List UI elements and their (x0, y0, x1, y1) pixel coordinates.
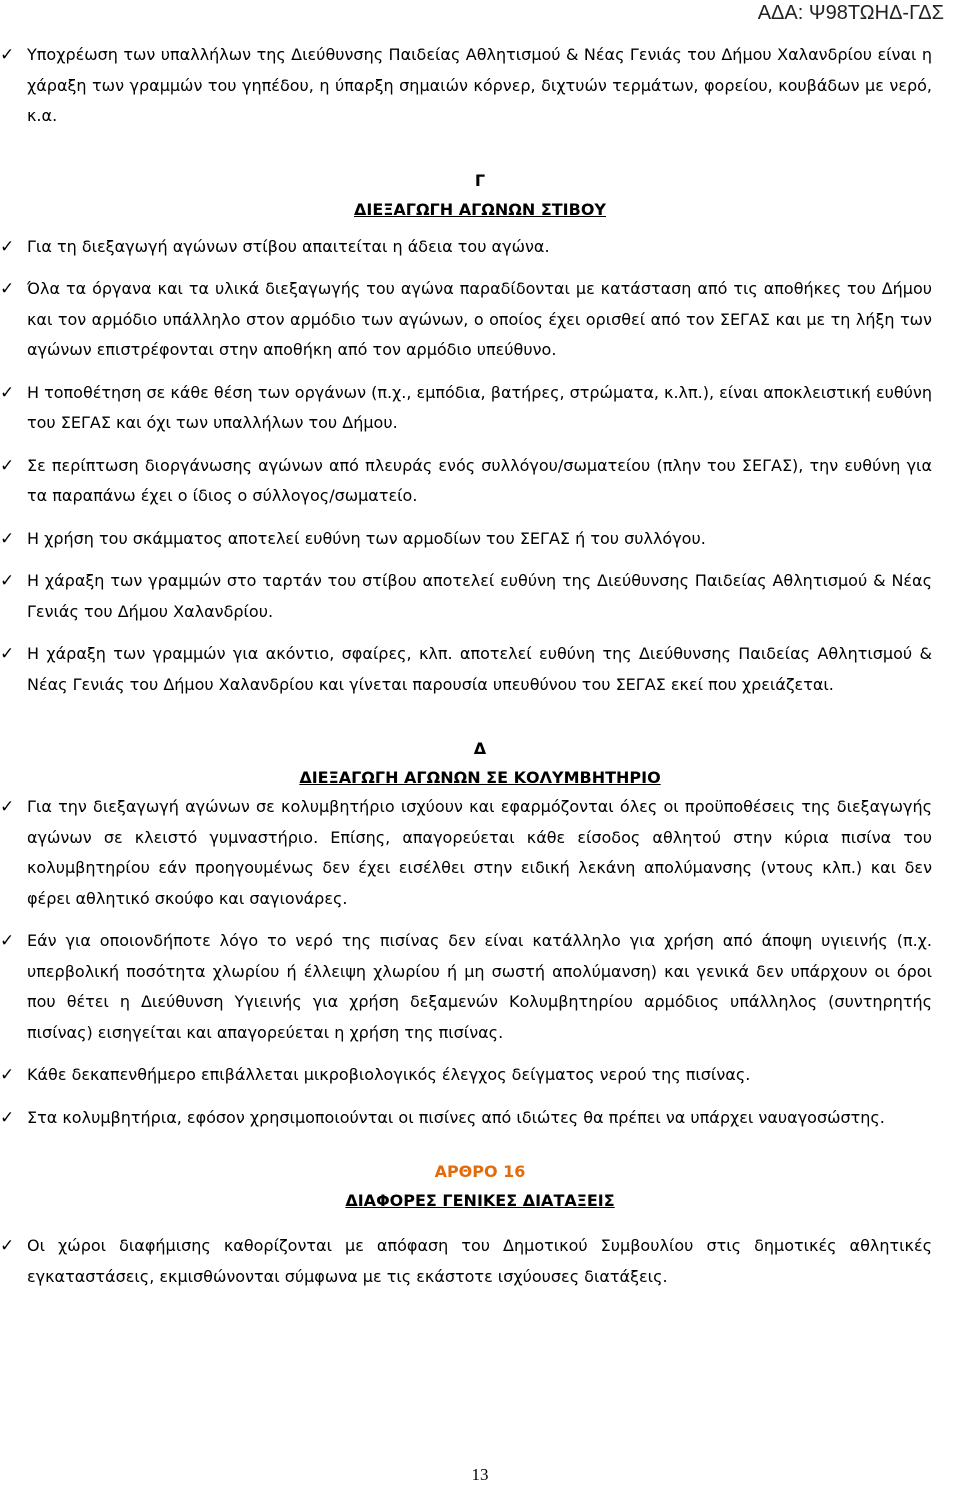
checkmark-icon: ✓ (0, 236, 15, 257)
section-letter-d: Δ (473, 739, 487, 758)
checkmark-icon: ✓ (0, 382, 15, 403)
paragraph-text: Στα κολυμβητήρια, εφόσον χρησιμοποιούνται οι πισίνες από ιδιώτες θα πρέπει να υπάρχει ναυαγοσώστης. (27, 1107, 885, 1127)
ada-code: ΑΔΑ: Ψ98ΤΩΗΔ-ΓΔΣ (757, 2, 944, 24)
list-item (0, 378, 960, 439)
paragraph-text: Όλα τα όργανα και τα υλικά διεξαγωγής του αγώνα παραδίδονται με κατάσταση από τις αποθήκες του Δήμου και τον αρμόδιο υπάλληλο στον αρμόδιο των αγώνων, ο οποίος έχει ορισθεί από τον ΣΕΓΑΣ και με τη λήξη των αγώνων επιστρέφονται στην αποθήκη από τον αρμόδιο υπεύθυνο. (27, 279, 932, 359)
paragraph-text: Κάθε δεκαπενθήμερο επιβάλλεται μικροβιολογικός έλεγχος δείγματος νερού της πισίνας. (27, 1065, 751, 1084)
list-item (0, 1103, 960, 1134)
checkmark-icon: ✓ (0, 571, 15, 591)
checkmark-icon: ✓ (0, 797, 15, 817)
list-item (0, 40, 960, 132)
section-title-athletics (0, 195, 960, 224)
article-title (0, 1186, 960, 1215)
paragraph-text: Εάν για οποιονδήποτε λόγο το νερό της πισίνας δεν είναι κατάλληλο για χρήση από άποψη υγιεινής (π.χ. υπερβολική ποσότητα χλωρίου ή έλλειψη χλωρίου ή μη σωστή απολύμανση) και γενικά δεν υπάρχουν οι όροι που θέτει η Διεύθυνση Υγιεινής για χρήση δεξαμενών Κολυμβητηρίου αρμόδιος υπάλληλος (συντηρητής πισίνας) εισηγείται και απαγορεύεται η χρήση της πισίνας. (27, 931, 932, 1042)
checkmark-icon: ✓ (0, 528, 15, 549)
list-item (0, 1060, 960, 1091)
checkmark-icon: ✓ (0, 1107, 15, 1128)
list-item (0, 274, 960, 366)
paragraph-text: Σε περίπτωση διοργάνωσης αγώνων από πλευράς ενός συλλόγου/σωματείου (πλην του ΣΕΓΑΣ), την ευθύνη για τα παραπάνω έχει ο ίδιος ο σύλλογος/σωματείο. (27, 455, 932, 505)
article-number: ΑΡΘΡΟ 16 (434, 1162, 526, 1181)
checkmark-icon: ✓ (0, 644, 15, 664)
list-item (0, 566, 960, 627)
paragraph-text: Υποχρέωση των υπαλλήλων της Διεύθυνσης Παιδείας Αθλητισμού & Νέας Γενιάς του Δήμου Χαλανδρίου είναι η χάραξη των γραμμών του γηπέδου, η ύπαρξη σημαιών κόρνερ, διχτυών τερμάτων, φορείου, κουβάδων με νερό, κ.α. (27, 45, 932, 125)
list-item (0, 524, 960, 555)
document-page (0, 40, 960, 1292)
paragraph-text: Η χρήση του σκάμματος αποτελεί ευθύνη των αρμοδίων του ΣΕΓΑΣ ή του συλλόγου. (27, 528, 706, 548)
section-title-swimming (0, 763, 960, 792)
checkmark-icon: ✓ (0, 931, 15, 951)
list-item (0, 639, 960, 700)
section-letter-g: Γ (474, 170, 486, 190)
article-title-text: ΔΙΑΦΟΡΕΣ ΓΕΝΙΚΕΣ ΔΙΑΤΑΞΕΙΣ (345, 1191, 615, 1210)
checkmark-icon: ✓ (0, 455, 15, 476)
paragraph-text: Για τη διεξαγωγή αγώνων στίβου απαιτείται η άδεια του αγώνα. (27, 236, 550, 256)
list-item (0, 1231, 960, 1292)
paragraph-text: Η τοποθέτηση σε κάθε θέση των οργάνων (π.χ., εμπόδια, βατήρες, στρώματα, κ.λπ.), είναι αποκλειστική ευθύνη του ΣΕΓΑΣ και όχι των υπαλλήλων του Δήμου. (27, 382, 932, 432)
list-item (0, 232, 960, 263)
list-item (0, 926, 960, 1048)
list-item (0, 792, 960, 914)
paragraph-text: Η χάραξη των γραμμών για ακόντιο, σφαίρες, κλπ. αποτελεί ευθύνη της Διεύθυνσης Παιδείας Αθλητισμού & Νέας Γενιάς του Δήμου Χαλανδρίου και γίνεται παρουσία υπευθύνου του ΣΕΓΑΣ εκεί που χρειάζεται. (27, 644, 932, 694)
checkmark-icon: ✓ (0, 45, 15, 65)
checkmark-icon: ✓ (0, 279, 15, 299)
checkmark-icon: ✓ (0, 1236, 15, 1256)
paragraph-text: Οι χώροι διαφήμισης καθορίζονται με απόφαση του Δημοτικού Συμβουλίου στις δημοτικές αθλητικές εγκαταστάσεις, εκμισθώνονται σύμφωνα με τις εκάστοτε ισχύουσες διατάξεις. (27, 1236, 932, 1286)
paragraph-text: Για την διεξαγωγή αγώνων σε κολυμβητήριο ισχύουν και εφαρμόζονται όλες οι προϋποθέσεις της διεξαγωγής αγώνων σε κλειστό γυμναστήριο. Επίσης, απαγορεύεται κάθε είσοδος αθλητού στην κύρια πισίνα του κολυμβητηρίου εάν προηγουμένως δεν έχει εισέλθει στην ειδική λεκάνη απολύμανσης (ντους κλπ.) και δεν φέρει αθλητικό σκούφο και σαγιονάρες. (27, 797, 932, 908)
section-title-text: ΔΙΕΞΑΓΩΓΗ ΑΓΩΝΩΝ ΣΕ ΚΟΛΥΜΒΗΤΗΡΙΟ (299, 768, 661, 787)
checkmark-icon: ✓ (0, 1065, 15, 1085)
page-number: 13 (471, 1465, 489, 1484)
section-title-text: ΔΙΕΞΑΓΩΓΗ ΑΓΩΝΩΝ ΣΤΙΒΟΥ (353, 199, 607, 219)
paragraph-text: Η χάραξη των γραμμών στο ταρτάν του στίβου αποτελεί ευθύνη της Διεύθυνσης Παιδείας Αθλητισμού & Νέας Γενιάς του Δήμου Χαλανδρίου. (27, 571, 932, 621)
list-item (0, 451, 960, 512)
